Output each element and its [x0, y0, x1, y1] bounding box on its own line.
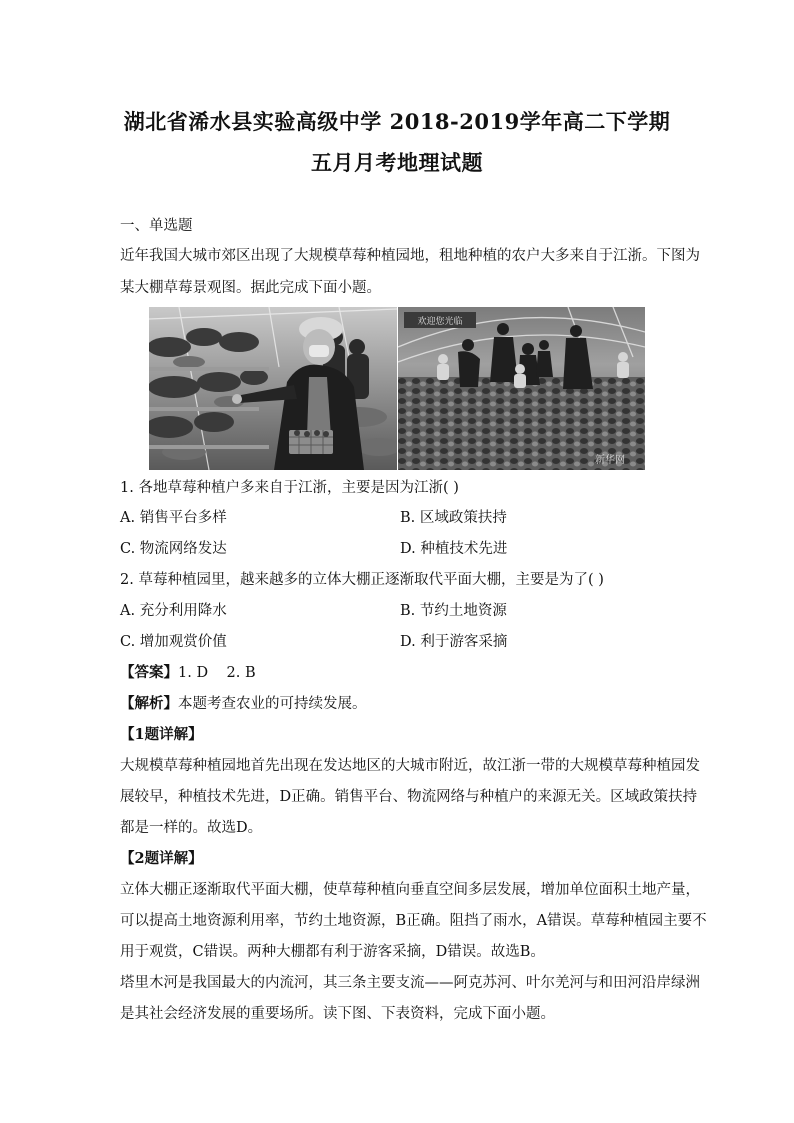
intro-line-2: 某大棚草莓景观图。据此完成下面小题。	[120, 280, 381, 296]
next-intro-line-2: 是其社会经济发展的重要场所。读下图、下表资料，完成下面小题。	[120, 1006, 555, 1022]
detail-1-line-1: 大规模草莓种植园地首先出现在发达地区的大城市附近，故江浙一带的大规模草莓种植园发	[120, 758, 700, 774]
question-2-option-b: B. 节约土地资源	[400, 603, 507, 619]
detail-1-line-3: 都是一样的。故选D。	[120, 820, 263, 836]
detail-2-line-2: 可以提高土地资源利用率，节约土地资源，B正确。阻挡了雨水，A错误。草莓种植园主要不	[120, 913, 707, 929]
analysis-label: 【解析】	[120, 695, 178, 712]
detail-2-line-3: 用于观赏，C错误。两种大棚都有利于游客采摘，D错误。故选B。	[120, 944, 545, 960]
answer-line	[120, 663, 680, 683]
question-1-option-d: D. 种植技术先进	[400, 541, 508, 557]
detail-2-heading: 【2题详解】	[120, 850, 203, 867]
detail-1-line-2: 展较早，种植技术先进，D正确。销售平台、物流网络与种植户的来源无关。区域政策扶持	[120, 789, 698, 805]
question-1-option-a: A. 销售平台多样	[120, 510, 227, 526]
title-line-1: 湖北省浠水县实验高级中学 2018-2019学年高二下学期	[123, 109, 671, 134]
analysis-text: 本题考查农业的可持续发展。	[178, 696, 367, 712]
strawberry-greenhouse-photo-left	[149, 307, 397, 470]
section-heading: 一、单选题	[120, 218, 193, 234]
intro-line-1: 近年我国大城市郊区出现了大规模草莓种植园地，租地种植的农户大多来自于江浙。下图为	[120, 248, 700, 264]
photo-watermark: 新华网	[595, 455, 625, 466]
photo-sign-text: 欢迎您光临	[417, 317, 463, 327]
question-2-option-a: A. 充分利用降水	[120, 603, 227, 619]
title-line-2: 五月月考地理试题	[311, 150, 483, 175]
question-2-option-d: D. 利于游客采摘	[400, 634, 508, 650]
question-2-stem: 2. 草莓种植园里，越来越多的立体大棚正逐渐取代平面大棚，主要是为了( )	[120, 572, 604, 588]
analysis-line	[120, 694, 680, 714]
question-1-stem: 1. 各地草莓种植户多来自于江浙，主要是因为江浙( )	[120, 480, 459, 496]
detail-2-line-1: 立体大棚正逐渐取代平面大棚，使草莓种植向垂直空间多层发展，增加单位面积土地产量，	[120, 882, 700, 898]
strawberry-greenhouse-photo-right	[398, 307, 645, 470]
answer-label: 【答案】	[120, 664, 178, 681]
answer-text: 1. D 2. B	[178, 665, 256, 681]
detail-1-heading: 【1题详解】	[120, 726, 203, 743]
question-2-option-c: C. 增加观赏价值	[120, 634, 227, 650]
next-intro-line-1: 塔里木河是我国最大的内流河，其三条主要支流——阿克苏河、叶尔羌河与和田河沿岸绿洲	[120, 975, 700, 991]
question-1-option-b: B. 区域政策扶持	[400, 510, 507, 526]
question-1-option-c: C. 物流网络发达	[120, 541, 227, 557]
